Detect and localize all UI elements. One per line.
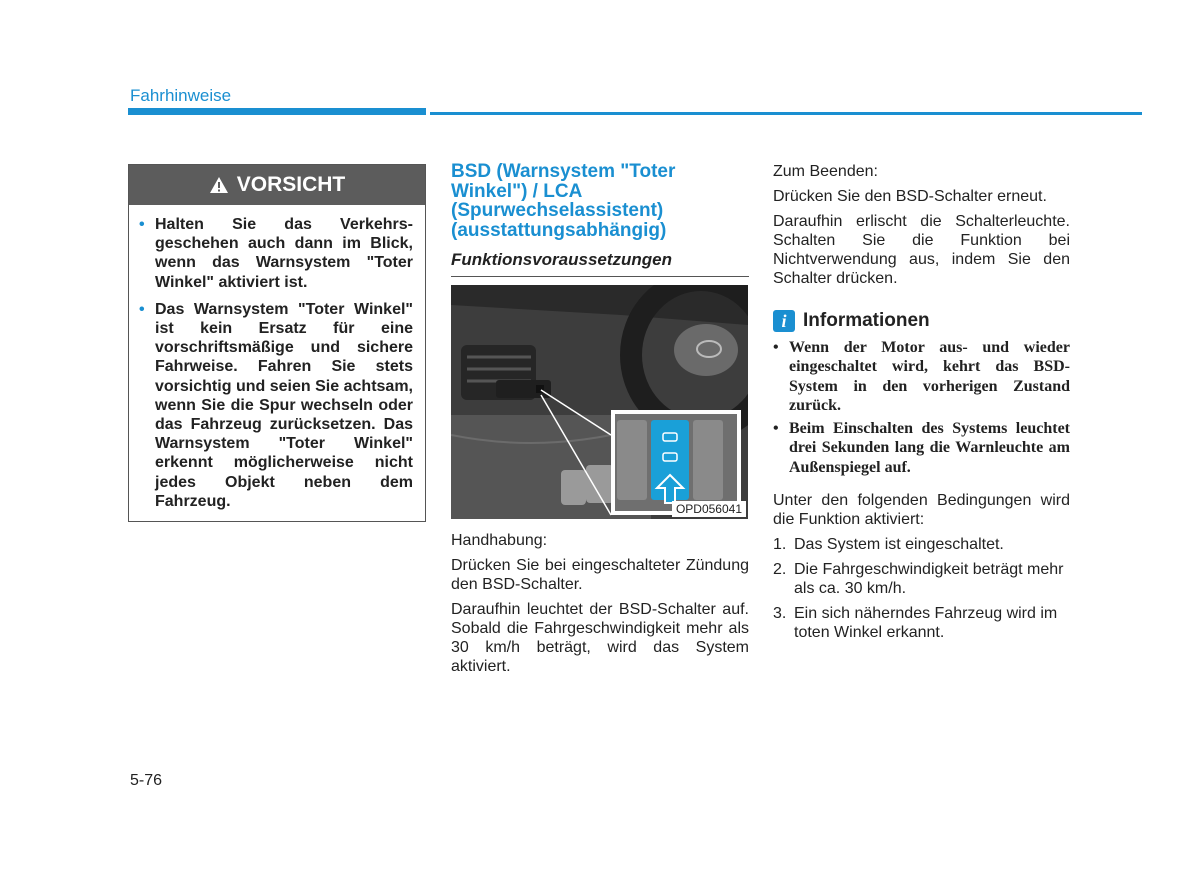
running-header: Fahrhinweise	[130, 86, 232, 105]
caution-item	[139, 215, 413, 292]
caution-header	[129, 165, 425, 205]
dashboard-illustration	[451, 285, 748, 519]
figure-code: OPD056041	[672, 501, 746, 517]
dashboard-figure	[451, 285, 748, 519]
header-rule-thick	[128, 108, 426, 115]
page-number: 5-76	[130, 772, 163, 789]
info-item	[773, 419, 1070, 477]
bullet-dot: •	[139, 216, 145, 233]
paragraph: Daraufhin erlischt die Schalterleuchte. Schalten Sie die Funktion bei Nichtverwendung aus, indem Sie den Schalter drücken.	[773, 213, 1070, 287]
info-item	[773, 338, 1070, 415]
column-middle	[451, 162, 749, 682]
paragraph: Zum Beenden:	[773, 163, 878, 180]
condition-text: Die Fahrgeschwindigkeit beträgt mehr als ca. 30 km/h.	[794, 561, 1064, 598]
section-subtitle: Funktionsvoraussetzungen	[451, 250, 749, 277]
conditions-intro: Unter den folgenden Bedingungen wird die Funktion aktiviert:	[773, 492, 1070, 529]
paragraph: Drücken Sie den BSD-Schalter erneut.	[773, 188, 1047, 205]
info-header	[773, 310, 1070, 332]
column-right	[773, 162, 1070, 648]
info-list	[773, 338, 1070, 477]
condition-item	[773, 535, 1070, 554]
info-title: Informationen	[803, 310, 930, 331]
condition-number: 1.	[773, 536, 787, 554]
bullet-dot: •	[773, 339, 779, 356]
condition-text: Das System ist eingeschaltet.	[794, 536, 1004, 554]
paragraph: Drücken Sie bei eingeschalteter Zündung den BSD-Schalter.	[451, 557, 749, 593]
info-icon: i	[773, 310, 795, 332]
caution-item-text: Das Warnsystem "Toter Winkel" ist kein Ersatz für eine vorschriftsmäßige und sichere Fahrweise. Fahren Sie stets vorsichtig und seien Sie achtsam, wenn Sie die Spur wechseln oder das Fahrzeug zurücksetzen. Das Warnsystem "Toter Winkel" erkennt möglicherweise nicht jedes Objekt neben dem Fahrzeug.	[155, 300, 413, 510]
condition-number: 2.	[773, 561, 787, 579]
paragraph: Handhabung:	[451, 532, 548, 549]
warning-triangle-icon	[209, 176, 229, 194]
caution-item-text: Halten Sie das Verkehrsgeschehen auch dann im Blick, wenn das Warnsystem "Toter Winkel" aktiviert ist.	[155, 216, 413, 291]
caution-list	[139, 215, 413, 511]
condition-text: Ein sich näherndes Fahrzeug wird im toten Winkel erkannt.	[794, 605, 1058, 642]
caution-title: VORSICHT	[236, 173, 346, 196]
caution-item	[139, 300, 413, 511]
caution-box	[128, 164, 426, 522]
info-item-text: Wenn der Motor aus- und wieder eingeschaltet wird, kehrt das BSD-System in den vorherigen Zustand zurück.	[789, 339, 1070, 414]
bullet-dot: •	[773, 420, 779, 438]
condition-number: 3.	[773, 605, 787, 623]
bullet-dot: •	[139, 300, 145, 318]
header-rule-thin	[430, 112, 1142, 115]
paragraph: Daraufhin leuchtet der BSD-Schalter auf. Sobald die Fahrgeschwindigkeit mehr als 30 km/h beträgt, wird das System aktiviert.	[451, 601, 749, 675]
condition-item	[773, 604, 1070, 642]
conditions-list	[773, 535, 1070, 642]
condition-item	[773, 560, 1070, 598]
section-title: BSD (Warnsystem "Toter Winkel") / LCA (Spurwechselassistent) (ausstattungsabhängig)	[451, 161, 676, 241]
info-item-text: Beim Einschalten des Systems leuchtet drei Sekunden lang die Warnleuchte am Außenspiegel auf.	[789, 420, 1070, 476]
